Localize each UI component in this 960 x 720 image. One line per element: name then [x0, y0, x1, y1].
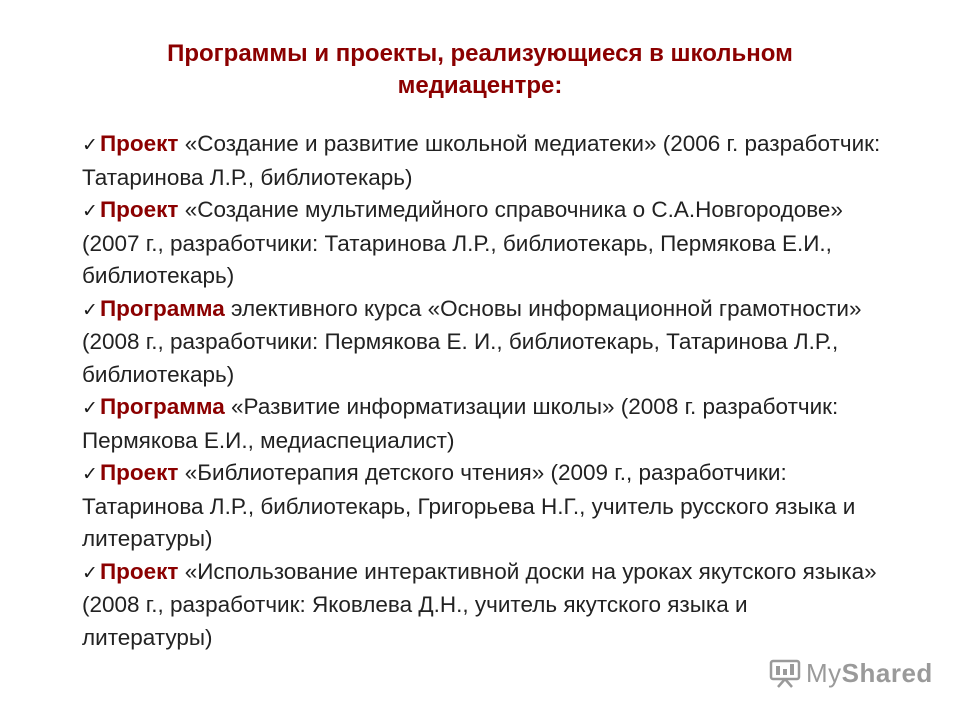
item-text: «Создание и развитие школьной медиатеки» (2006 г. разработчик: Татаринова Л.Р., библиотекарь)	[82, 131, 881, 190]
checkmark-icon: ✓	[82, 200, 98, 222]
list-item	[82, 128, 882, 194]
list-item	[82, 194, 882, 293]
list-item	[82, 556, 882, 655]
item-kind: Проект	[100, 131, 179, 156]
projects-list	[82, 128, 882, 654]
watermark-logo	[768, 656, 933, 690]
item-kind: Программа	[100, 394, 225, 419]
item-text: «Использование интерактивной доски на уроках якутского языка» (2008 г., разработчик: Яковлева Д.Н., учитель якутского языка и литературы)	[82, 558, 877, 650]
checkmark-icon: ✓	[82, 298, 98, 321]
watermark-text-bold: Shared	[841, 657, 933, 688]
item-kind: Проект	[100, 460, 179, 485]
list-item	[82, 391, 882, 457]
item-text: «Библиотерапия детского чтения» (2009 г., разработчики: Татаринова Л.Р., библиотекарь, Григорьева Н.Г., учитель русского языка и литературы)	[82, 460, 856, 551]
item-text: «Развитие информатизации школы» (2008 г. разработчик: Пермякова Е.И., медиаспециалист)	[82, 394, 839, 453]
watermark-text	[806, 658, 933, 689]
item-kind: Проект	[100, 558, 179, 584]
item-kind: Проект	[100, 197, 179, 222]
checkmark-icon: ✓	[82, 561, 98, 584]
item-text: элективного курса «Основы информационной грамотности» (2008 г., разработчики: Пермякова Е. И., библиотекарь, Татаринова Л.Р., библиотекарь)	[82, 295, 862, 387]
checkmark-icon: ✓	[82, 463, 98, 485]
item-kind: Программа	[100, 295, 225, 321]
list-item	[82, 293, 882, 392]
checkmark-icon: ✓	[82, 397, 98, 419]
watermark-text-light: My	[806, 657, 842, 688]
checkmark-icon: ✓	[82, 134, 98, 156]
presentation-board-icon	[768, 658, 802, 688]
list-item	[82, 457, 882, 556]
item-text: «Создание мультимедийного справочника о С.А.Новгородове» (2007 г., разработчики: Татаринова Л.Р., библиотекарь, Пермякова Е.И., библиотекарь)	[82, 197, 843, 288]
slide-title: Программы и проекты, реализующиеся в школьном медиацентре:	[167, 40, 793, 99]
